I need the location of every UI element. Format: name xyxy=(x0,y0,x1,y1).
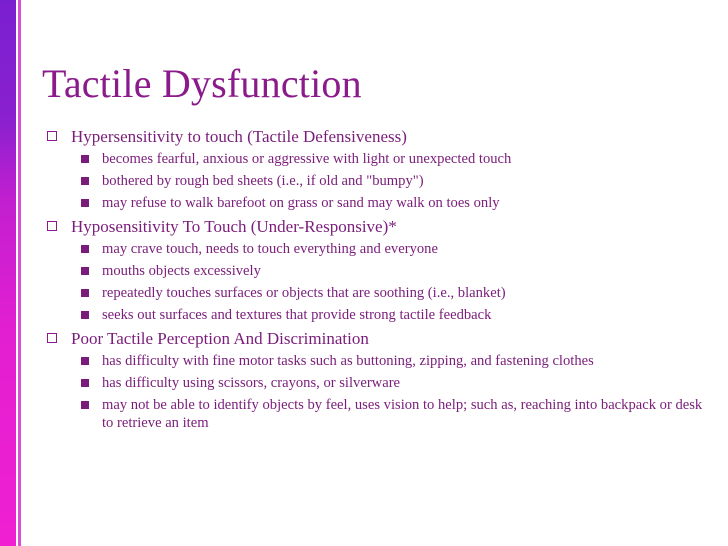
hollow-square-bullet-icon xyxy=(47,333,57,343)
hollow-square-bullet-icon xyxy=(47,131,57,141)
bullet-group-hyposensitivity xyxy=(44,216,716,324)
bullet-item xyxy=(44,328,716,349)
sub-bullet-text: seeks out surfaces and textures that provide strong tactile feedback xyxy=(102,307,492,323)
sub-bullet-text: may refuse to walk barefoot on grass or sand may walk on toes only xyxy=(102,195,500,211)
sub-bullet-text: has difficulty with fine motor tasks such as buttoning, zipping, and fastening clothes xyxy=(102,353,594,369)
sub-bullet-item xyxy=(44,396,716,432)
sub-bullet-text: repeatedly touches surfaces or objects that are soothing (i.e., blanket) xyxy=(102,285,506,301)
sub-bullet-text: mouths objects excessively xyxy=(102,263,261,279)
slide-body xyxy=(44,126,716,436)
filled-square-bullet-icon xyxy=(81,177,89,185)
sub-bullet-item xyxy=(44,150,716,168)
sub-bullet-text: has difficulty using scissors, crayons, or silverware xyxy=(102,375,401,391)
sub-bullet-item xyxy=(44,306,716,324)
sub-bullet-text: bothered by rough bed sheets (i.e., if old and "bumpy") xyxy=(102,173,424,189)
sub-bullet-item xyxy=(44,374,716,392)
sub-bullet-item xyxy=(44,240,716,258)
filled-square-bullet-icon xyxy=(81,199,89,207)
sidebar-accent-line xyxy=(18,0,21,546)
sub-bullet-item xyxy=(44,262,716,280)
bullet-group-hypersensitivity xyxy=(44,126,716,212)
bullet-item xyxy=(44,126,716,147)
filled-square-bullet-icon xyxy=(81,357,89,365)
bullet-item xyxy=(44,216,716,237)
bullet-text: Poor Tactile Perception And Discrimination xyxy=(71,329,369,348)
sub-bullet-item xyxy=(44,194,716,212)
sub-bullet-item xyxy=(44,352,716,370)
sub-bullet-text: becomes fearful, anxious or aggressive with light or unexpected touch xyxy=(102,151,512,167)
bullet-group-perception xyxy=(44,328,716,432)
filled-square-bullet-icon xyxy=(81,267,89,275)
filled-square-bullet-icon xyxy=(81,311,89,319)
bullet-text: Hypersensitivity to touch (Tactile Defensiveness) xyxy=(71,127,407,146)
filled-square-bullet-icon xyxy=(81,379,89,387)
sub-bullet-item xyxy=(44,284,716,302)
sub-bullet-text: may not be able to identify objects by feel, uses vision to help; such as, reaching into backpack or desk to retrieve an item xyxy=(102,397,703,431)
slide-title: Tactile Dysfunction xyxy=(42,61,362,106)
hollow-square-bullet-icon xyxy=(47,221,57,231)
bullet-text: Hyposensitivity To Touch (Under-Responsive)* xyxy=(71,217,397,236)
filled-square-bullet-icon xyxy=(81,245,89,253)
filled-square-bullet-icon xyxy=(81,289,89,297)
filled-square-bullet-icon xyxy=(81,155,89,163)
sidebar-accent-bar xyxy=(0,0,16,546)
sub-bullet-item xyxy=(44,172,716,190)
filled-square-bullet-icon xyxy=(81,401,89,409)
sub-bullet-text: may crave touch, needs to touch everything and everyone xyxy=(102,241,438,257)
